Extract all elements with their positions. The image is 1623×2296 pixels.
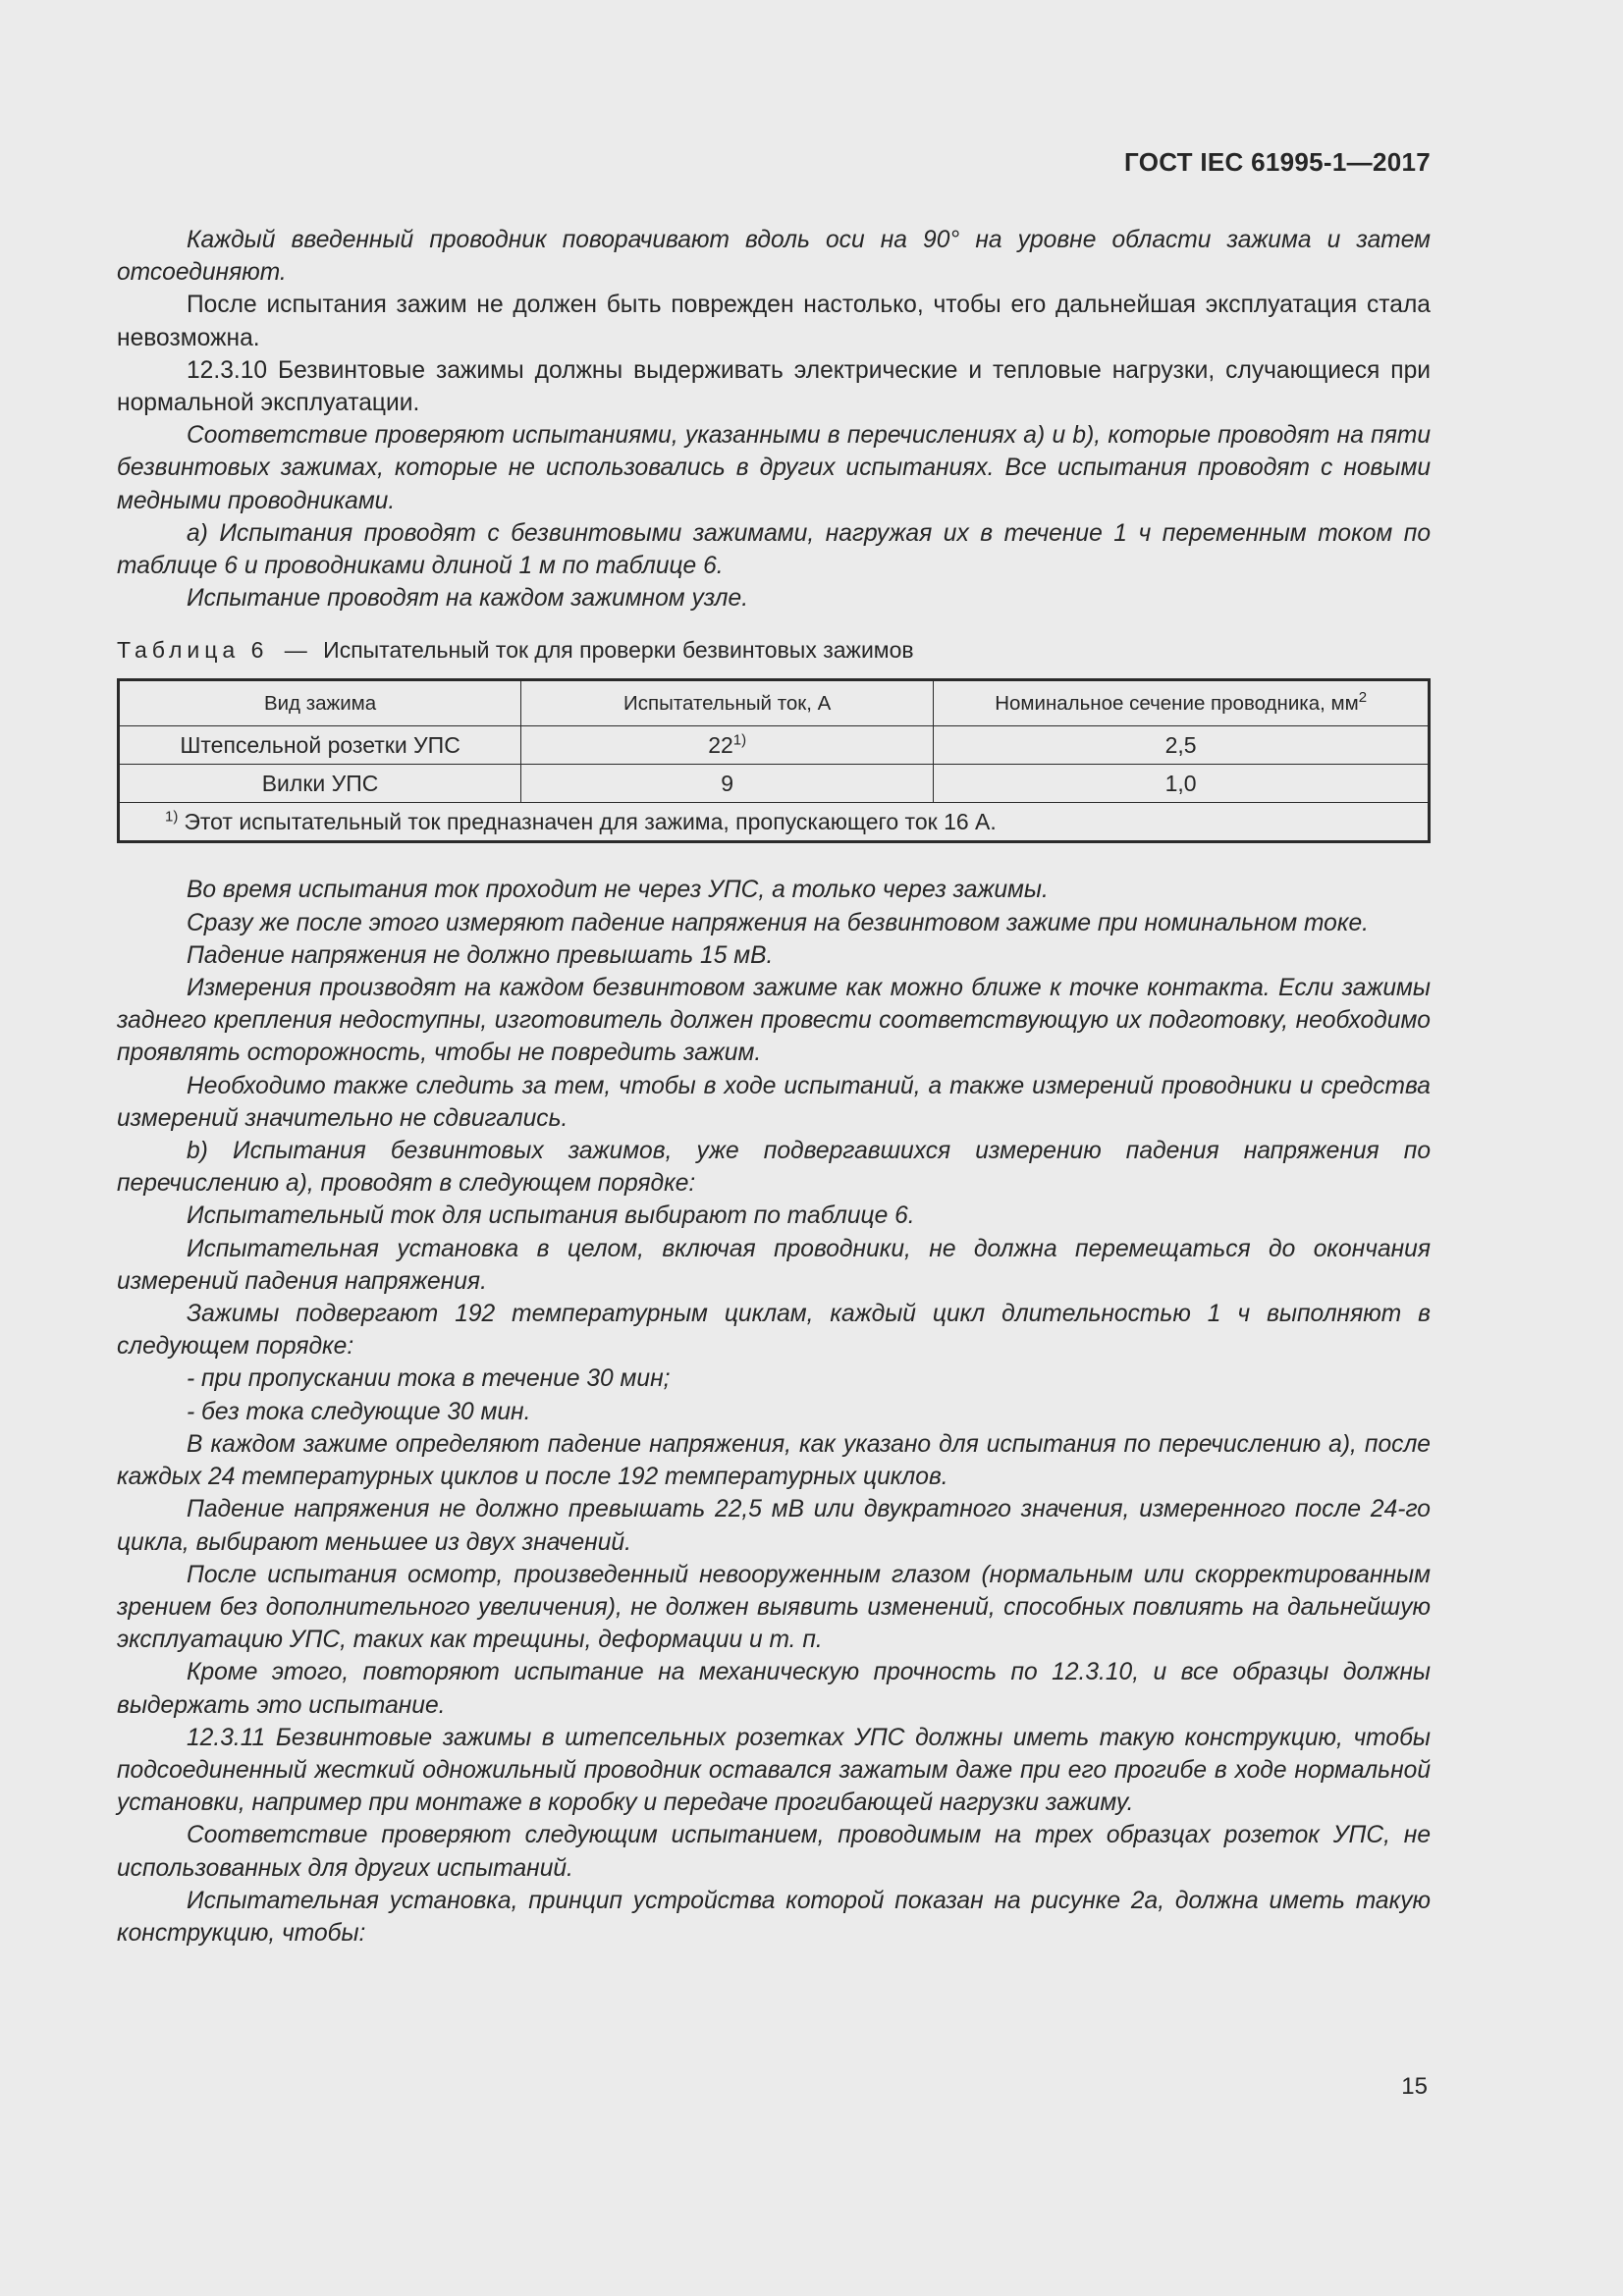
- paragraph: Кроме этого, повторяют испытание на механическую прочность по 12.3.10, и все образцы должны выдержать это испытание.: [117, 1659, 1431, 1719]
- paragraph: Во время испытания ток проходит не через УПС, а только через зажимы.: [187, 877, 1049, 904]
- paragraph: Испытательная установка в целом, включая проводники, не должна перемещаться до окончания измерений падения напряжения.: [117, 1235, 1431, 1295]
- paragraph: В каждом зажиме определяют падение напряжения, как указано для испытания по перечислению a), после каждых 24 температурных циклов и после 192 температурных циклов.: [117, 1430, 1431, 1491]
- footnote-ref: 1): [732, 731, 747, 749]
- paragraph: b) Испытания безвинтовых зажимов, уже подвергавшихся измерению падения напряжения по перечислению a), проводят в следующем порядке:: [117, 1138, 1431, 1198]
- table-footnote-row: [119, 803, 1430, 842]
- page-number: 15: [1401, 2073, 1428, 2100]
- paragraph: Соответствие проверяют следующим испытанием, проводимым на трех образцах розеток УПС, не использованных для других испытаний.: [117, 1822, 1431, 1882]
- table-row: [119, 765, 1430, 803]
- header-test-current: Испытательный ток, А: [521, 680, 934, 726]
- paragraph: Падение напряжения не должно превышать 15 мВ.: [187, 941, 774, 969]
- table-footnote: [119, 803, 1430, 842]
- list-item: - без тока следующие 30 мин.: [187, 1398, 531, 1425]
- table-header-row: [119, 680, 1430, 726]
- header-cross-section-sup: 2: [1358, 689, 1368, 707]
- footnote-text: Этот испытательный ток предназначен для зажима, пропускающего ток 16 А.: [184, 809, 997, 835]
- list-item: - при пропускании тока в течение 30 мин;: [187, 1365, 671, 1393]
- table-row: [119, 726, 1430, 765]
- footnote-mark: 1): [165, 808, 179, 826]
- paragraph: Падение напряжения не должно превышать 22,5 мВ или двукратного значения, измеренного после 24-го цикла, выбирают меньшее из двух значений.: [117, 1496, 1431, 1556]
- paragraph: Испытание проводят на каждом зажимном узле.: [187, 585, 749, 613]
- cell-clamp-type: Штепсельной розетки УПС: [119, 726, 521, 765]
- cell-clamp-type: Вилки УПС: [119, 765, 521, 803]
- paragraph: a) Испытания проводят с безвинтовыми зажимами, нагружая их в течение 1 ч переменным током по таблице 6 и проводниками длиной 1 м по таблице 6.: [117, 519, 1431, 580]
- paragraph: Измерения производят на каждом безвинтовом зажиме как можно ближе к точке контакта. Если зажимы заднего крепления недоступны, изготовитель должен провести соответствующую их подготовку, необходимо проявлять осторожность, чтобы не повредить зажим.: [117, 975, 1431, 1067]
- header-cross-section-text: Номинальное сечение проводника, мм: [995, 691, 1359, 715]
- paragraphs-bottom: [117, 874, 1431, 1949]
- cell-cross-section: 1,0: [934, 765, 1430, 803]
- paragraph: Необходимо также следить за тем, чтобы в ходе испытаний, а также измерений проводники и средства измерений значительно не сдвигались.: [117, 1072, 1431, 1132]
- paragraphs-top: [117, 224, 1431, 614]
- paragraph: Испытательная установка, принцип устройства которой показан на рисунке 2а, должна иметь такую конструкцию, чтобы:: [117, 1887, 1431, 1947]
- table-body: [119, 726, 1430, 842]
- table-caption: [117, 634, 1431, 666]
- header-clamp-type: Вид зажима: [119, 680, 521, 726]
- paragraph: После испытания осмотр, произведенный невооруженным глазом (нормальным или скорректированным зрением без дополнительного увеличения), не должен выявить изменений, способных повлиять на дальнейшую эксплуатацию УПС, таких как трещины, деформации и т. п.: [117, 1561, 1431, 1654]
- table-caption-dash: —: [284, 637, 307, 664]
- page-content: [117, 224, 1431, 1949]
- paragraph: Испытательный ток для испытания выбирают по таблице 6.: [187, 1202, 915, 1230]
- table-caption-label: Таблица 6: [117, 637, 269, 664]
- paragraph: 12.3.11 Безвинтовые зажимы в штепсельных розетках УПС должны иметь такую конструкцию, чтобы подсоединенный жесткий одножильный проводник оставался зажатым даже при его прогибе в ходе нормальной установки, например при монтаже в коробку и передаче прогибающей нагрузки зажиму.: [117, 1724, 1431, 1817]
- paragraph: 12.3.10 Безвинтовые зажимы должны выдерживать электрические и тепловые нагрузки, случающиеся при нормальной эксплуатации.: [117, 356, 1431, 417]
- cell-test-current-value: 22: [708, 732, 733, 759]
- cell-test-current: [521, 765, 934, 803]
- document-number-header: ГОСТ IEC 61995-1—2017: [1124, 147, 1431, 177]
- paragraph: Зажимы подвергают 192 температурным циклам, каждый цикл длительностью 1 ч выполняют в следующем порядке:: [117, 1301, 1431, 1361]
- paragraph: Соответствие проверяют испытаниями, указанными в перечислениях a) и b), которые проводят на пяти безвинтовых зажимах, которые не использовались в других испытаниях. Все испытания проводят с новыми медными проводниками.: [117, 422, 1431, 514]
- header-cross-section: [934, 680, 1430, 726]
- table-caption-title: Испытательный ток для проверки безвинтовых зажимов: [323, 637, 914, 664]
- cell-test-current: [521, 726, 934, 765]
- test-current-table: [117, 678, 1431, 843]
- paragraph: Каждый введенный проводник поворачивают вдоль оси на 90° на уровне области зажима и затем отсоединяют.: [117, 227, 1431, 287]
- cell-test-current-value: 9: [721, 771, 734, 797]
- paragraph: После испытания зажим не должен быть поврежден настолько, чтобы его дальнейшая эксплуатация стала невозможна.: [117, 292, 1431, 351]
- paragraph: Сразу же после этого измеряют падение напряжения на безвинтовом зажиме при номинальном токе.: [187, 909, 1369, 936]
- cell-cross-section: 2,5: [934, 726, 1430, 765]
